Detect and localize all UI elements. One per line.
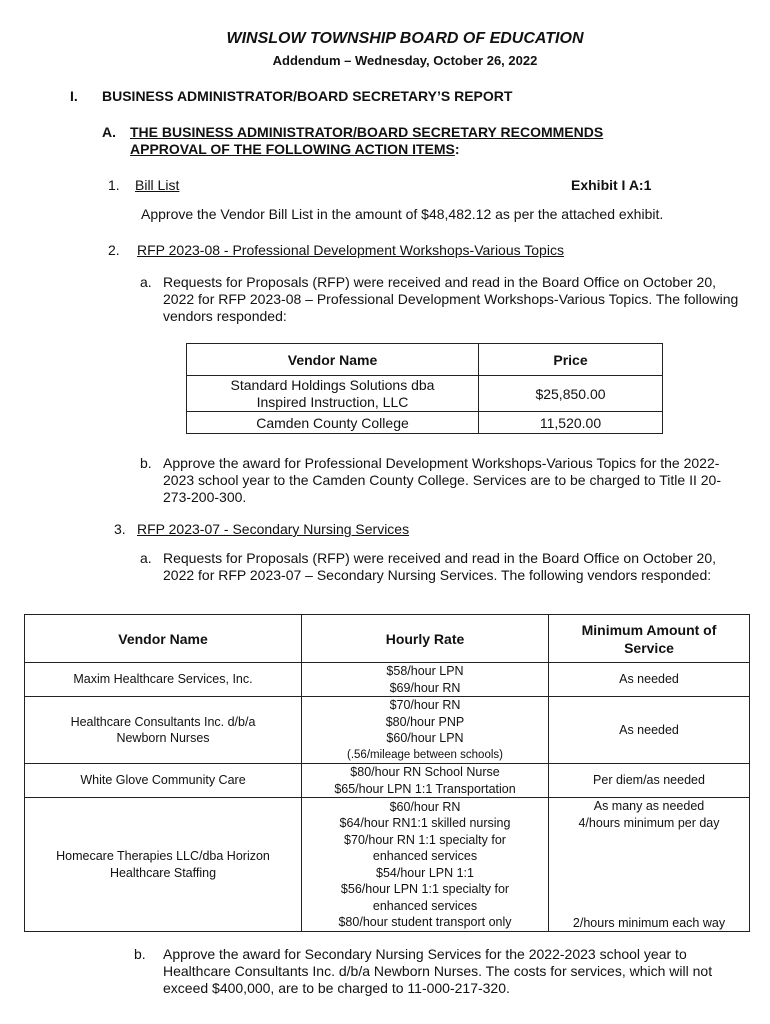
table2-rate <box>302 697 549 764</box>
item2-title: RFP 2023-08 - Professional Development Workshops-Various Topics <box>137 242 564 258</box>
table-row <box>25 663 750 697</box>
table2-vendor <box>25 663 302 697</box>
rate-line: (.56/mileage between schools) <box>347 748 503 761</box>
table1-vendor: Camden County College <box>187 412 479 434</box>
item3-number: 3. <box>114 521 126 537</box>
rate-line: $70/hour RN 1:1 specialty for <box>344 832 506 847</box>
rate-line: $54/hour LPN 1:1 <box>376 865 474 880</box>
table2-minimum <box>549 798 750 932</box>
minimum-line: As needed <box>619 672 679 687</box>
subsection-heading-line2: APPROVAL OF THE FOLLOWING ACTION ITEMS <box>130 141 455 157</box>
item3-a-label: a. <box>140 550 152 566</box>
table1-price: $25,850.00 <box>479 376 663 412</box>
item1-number: 1. <box>108 177 120 193</box>
table1-header-price: Price <box>479 344 663 376</box>
table-row <box>25 697 750 764</box>
page-title: WINSLOW TOWNSHIP BOARD OF EDUCATION <box>226 30 584 47</box>
subsection-heading-line1: THE BUSINESS ADMINISTRATOR/BOARD SECRETARY RECOMMENDS <box>130 124 604 140</box>
rate-line: enhanced services <box>372 898 478 913</box>
table-row <box>25 764 750 798</box>
table2-header-vendor: Vendor Name <box>25 615 302 663</box>
minimum-line: 2/hours minimum each way <box>572 915 726 930</box>
item1-exhibit: Exhibit I A:1 <box>571 177 652 193</box>
subsection-heading-colon: : <box>454 141 460 157</box>
table2-rate <box>302 764 549 798</box>
rate-line: $65/hour LPN 1:1 Transportation <box>334 781 516 796</box>
table2-rate <box>302 798 549 932</box>
table-row <box>187 376 663 412</box>
table1-price: 11,520.00 <box>479 412 663 434</box>
rate-line: $56/hour LPN 1:1 specialty for <box>340 882 510 896</box>
item1-text: Approve the Vendor Bill List in the amount of $48,482.12 as per the attached exhibit. <box>141 206 664 222</box>
vendor-line: White Glove Community Care <box>80 773 246 788</box>
table1-vendor: Inspired Instruction, LLC <box>256 393 409 410</box>
rate-line: $69/hour RN <box>389 680 461 695</box>
minimum-line: Per diem/as needed <box>593 773 705 788</box>
table-row <box>25 798 750 932</box>
item2-b-label: b. <box>140 455 152 471</box>
table1-vendor-cell <box>187 376 479 412</box>
rate-line: $70/hour RN <box>389 698 461 712</box>
item2-number: 2. <box>108 242 120 258</box>
table2-minimum <box>549 663 750 697</box>
page-subtitle: Addendum – Wednesday, October 26, 2022 <box>272 53 538 68</box>
rate-line: $60/hour LPN <box>386 731 464 745</box>
table2-vendor <box>25 764 302 798</box>
vendor-line: Homecare Therapies LLC/dba Horizon <box>56 849 270 863</box>
table2-vendor <box>25 798 302 932</box>
table2-minimum <box>549 697 750 764</box>
rate-line: $80/hour RN School Nurse <box>350 765 500 779</box>
table1-vendor: Standard Holdings Solutions dba <box>230 376 435 393</box>
rate-line: $58/hour LPN <box>386 664 464 678</box>
table1-header-vendor: Vendor Name <box>187 344 479 376</box>
item1-title: Bill List <box>135 177 180 193</box>
table2-vendor <box>25 697 302 764</box>
minimum-line: As needed <box>619 722 679 737</box>
minimum-line: As many as needed <box>593 799 705 813</box>
item3-b-text: Approve the award for Secondary Nursing Services for the 2022-2023 school year to Healthcare Consultants Inc. d/b/a Newborn Nurses. The costs for services, which will not exceed $400,000, are to be charged to 11-000-217-320. <box>163 946 713 996</box>
subsection-letter: A. <box>102 124 116 140</box>
rfp-2023-08-table <box>186 343 663 434</box>
vendor-line: Newborn Nurses <box>116 731 210 745</box>
vendor-line: Healthcare Consultants Inc. d/b/a <box>70 714 256 729</box>
rate-line: $60/hour RN <box>389 799 461 814</box>
table2-rate <box>302 663 549 697</box>
rate-line: $80/hour PNP <box>385 714 465 729</box>
item3-a-text: Requests for Proposals (RFP) were received and read in the Board Office on October 20, 2022 for RFP 2023-07 – Secondary Nursing Services. The following vendors responded: <box>163 550 717 583</box>
vendor-line: Maxim Healthcare Services, Inc. <box>73 672 253 687</box>
table2-header-minimum: Minimum Amount of Service <box>549 615 750 663</box>
rfp-2023-07-table <box>24 614 750 932</box>
table2-minimum <box>549 764 750 798</box>
item2-a-label: a. <box>140 274 152 290</box>
vendor-line: Healthcare Staffing <box>109 865 217 880</box>
item3-b-label: b. <box>134 946 146 962</box>
subsection-heading <box>130 124 603 158</box>
item2-a-text: Requests for Proposals (RFP) were received and read in the Board Office on October 20, 2022 for RFP 2023-08 – Professional Development Workshops-Various Topics. The following vendors responded: <box>163 274 739 324</box>
item2-b-text: Approve the award for Professional Development Workshops-Various Topics for the 2022-2023 school year to the Camden County College. Services are to be charged to Title II 20-273-200-300. <box>163 455 721 505</box>
rate-line: $80/hour student transport only <box>338 915 512 929</box>
table-row <box>187 412 663 434</box>
section-heading: BUSINESS ADMINISTRATOR/BOARD SECRETARY’S REPORT <box>102 88 513 104</box>
table2-header-rate: Hourly Rate <box>302 615 549 663</box>
rate-line: enhanced services <box>372 849 478 863</box>
rate-line: $64/hour RN1:1 skilled nursing <box>339 816 511 830</box>
item3-title: RFP 2023-07 - Secondary Nursing Services <box>137 521 410 537</box>
section-numeral: I. <box>70 88 78 104</box>
minimum-line: 4/hours minimum per day <box>578 815 720 830</box>
